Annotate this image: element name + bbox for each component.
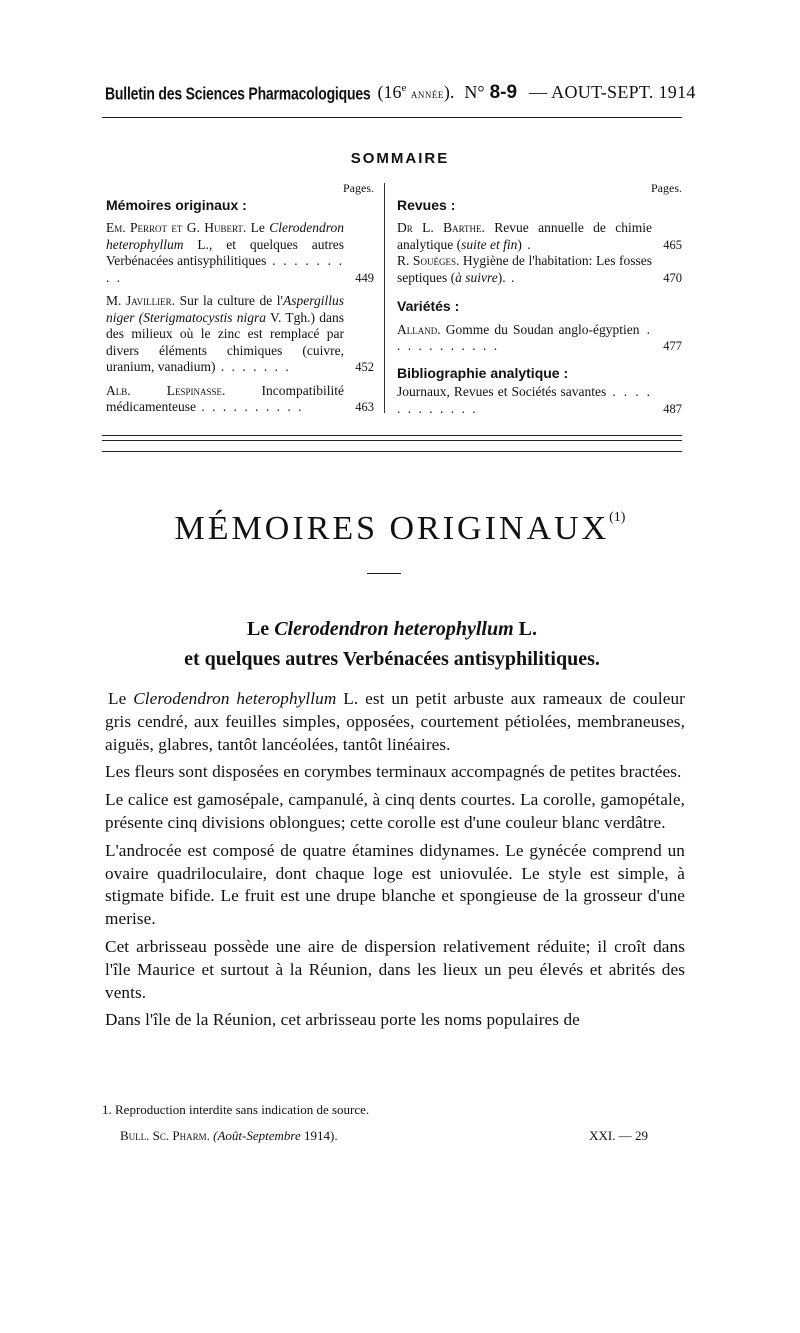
footer-signature: XXI. — 29 bbox=[589, 1128, 648, 1143]
toc-page: 465 bbox=[663, 237, 682, 252]
sommaire-right-column bbox=[397, 180, 682, 417]
toc-entry: M. Javillier. Sur la culture de l'Aspergillus niger (Sterigmatocystis nigra V. Tgh.) dans des milieux où le zinc est remplacé par divers éléments chimiques (cuivre, uranium, vanadium) . . . . . . . 452 bbox=[106, 293, 374, 374]
toc-page: 470 bbox=[663, 270, 682, 285]
divider-rule bbox=[102, 435, 682, 436]
toc-entry: Dr L. Barthe. Revue annuelle de chimie analytique (suite et fin) . 465 bbox=[397, 220, 682, 252]
toc-page: 452 bbox=[355, 360, 374, 374]
toc-entry: Alland. Gomme du Soudan anglo-égyptien . . . . . . . . . . . 477 bbox=[397, 321, 682, 353]
year-info: (16e année). bbox=[377, 82, 455, 102]
toc-entry: R. Souèges. Hygiène de l'habitation: Les fosses septiques (à suivre). . 470 bbox=[397, 253, 682, 285]
toc-page: 449 bbox=[355, 270, 374, 285]
heading-varietes: Variétés : bbox=[397, 298, 460, 314]
toc-entry: Em. Perrot et G. Hubert. Le Clerodendron heterophyllum L., et quelques autres Verbénacées antisyphilitiques . . . . . . . . . 449 bbox=[106, 220, 374, 285]
toc-entry: Journaux, Revues et Sociétés savantes . . . . . . . . . . . . 487 bbox=[397, 384, 682, 416]
journal-name: Bulletin des Sciences Pharmacologiques bbox=[105, 83, 371, 103]
page-footer bbox=[120, 1128, 648, 1144]
article-title: Le Clerodendron heterophyllum L. et quelques autres Verbénacées antisyphilitiques. bbox=[184, 618, 600, 670]
sommaire-left-column bbox=[106, 180, 374, 416]
footnote: 1. Reproduction interdite sans indication de source. bbox=[102, 1102, 370, 1117]
toc-page: 487 bbox=[663, 401, 682, 416]
toc-page: 463 bbox=[355, 400, 374, 414]
footer-citation: Bull. Sc. Pharm. (Août-Septembre 1914). bbox=[120, 1128, 338, 1143]
pages-label: Pages. bbox=[343, 181, 374, 195]
short-rule bbox=[367, 573, 401, 574]
pages-label: Pages. bbox=[651, 181, 682, 195]
heading-memoires: Mémoires originaux : bbox=[106, 196, 247, 213]
toc-entry: Alb. Lespinasse. Incompatibilité médicamenteuse . . . . . . . . . . 463 bbox=[106, 382, 374, 414]
paragraph: Les fleurs sont disposées en corymbes terminaux accompagnés de petites bractées. bbox=[105, 762, 682, 782]
issue-number: N° 8-9 bbox=[464, 82, 518, 103]
header-rule bbox=[102, 117, 682, 118]
paragraph: Cet arbrisseau possède une aire de dispersion relativement réduite; il croît dans l'île Maurice et surtout à la Réunion, dans les lieux un peu élevés et abrités des vents. bbox=[105, 936, 685, 1002]
issue-date: — AOUT-SEPT. 1914 bbox=[529, 82, 696, 102]
sommaire-title: SOMMAIRE bbox=[350, 150, 450, 167]
divider-rule bbox=[102, 451, 682, 452]
paragraph: Dans l'île de la Réunion, cet arbrisseau porte les noms populaires de bbox=[105, 1010, 580, 1030]
column-separator bbox=[384, 183, 385, 413]
paragraph: L'androcée est composé de quatre étamines didynames. Le gynécée comprend un ovaire quadriloculaire, dont chaque loge est uniovulée. Le style est simple, à stigmate bifide. Le fruit est une drupe blanche et spongieuse de la grosseur d'une merise. bbox=[105, 840, 685, 929]
toc-page: 477 bbox=[663, 339, 682, 353]
running-header bbox=[105, 82, 696, 112]
paragraph: Le Clerodendron heterophyllum L. est un petit arbuste aux rameaux de couleur gris cendré, aux feuilles simples, opposées, courtement pétiolées, membraneuses, aiguës, glabres, tantôt lancéolées, tantôt linéaires. bbox=[105, 689, 685, 754]
section-title: MÉMOIRES ORIGINAUX$^{(1)}$ bbox=[174, 510, 626, 547]
heading-bibliographie: Bibliographie analytique : bbox=[397, 364, 569, 381]
heading-revues: Revues : bbox=[397, 196, 456, 213]
paragraph: Le calice est gamosépale, campanulé, à cinq dents courtes. La corolle, gamopétale, présente cinq divisions oblongues; cette corolle est d'une couleur blanc verdâtre. bbox=[105, 790, 685, 832]
footnote-marker: (1) bbox=[609, 510, 626, 525]
article-body bbox=[105, 688, 685, 1037]
divider-rule bbox=[102, 440, 682, 441]
